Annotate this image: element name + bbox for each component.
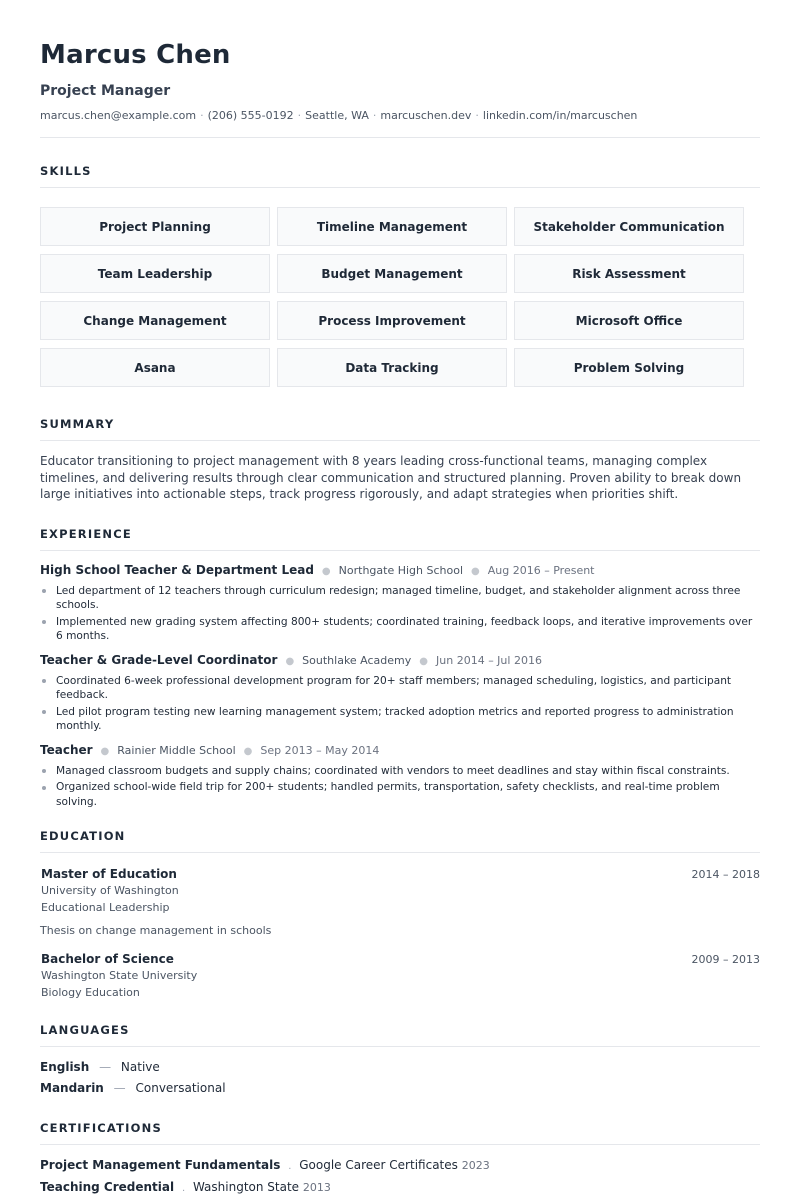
skill-tag: Problem Solving bbox=[514, 348, 744, 387]
skill-tag: Stakeholder Communication bbox=[514, 207, 744, 246]
certification-item bbox=[40, 1155, 760, 1177]
separator-dot: ● bbox=[419, 655, 429, 667]
job-bullet: Organized school-wide field trip for 200+ students; handled permits, transportation, safety checklists, and real-time problem solving. bbox=[40, 780, 760, 809]
contact-email[interactable]: marcus.chen@example.com bbox=[40, 109, 197, 122]
education-school: University of Washington bbox=[41, 884, 179, 897]
education-field: Biology Education bbox=[41, 986, 140, 999]
contact-separator: · bbox=[297, 109, 302, 122]
job-dates: Aug 2016 – Present bbox=[487, 563, 595, 577]
education-degree: Master of Education bbox=[41, 867, 177, 881]
skill-tag: Team Leadership bbox=[40, 254, 270, 293]
job-title: Teacher & Grade-Level Coordinator bbox=[40, 652, 278, 667]
skill-tag: Process Improvement bbox=[277, 301, 507, 340]
job-header bbox=[40, 652, 760, 670]
summary-title: SUMMARY bbox=[40, 417, 115, 431]
certification-separator: . bbox=[288, 1161, 292, 1172]
skill-tag: Data Tracking bbox=[277, 348, 507, 387]
education-header bbox=[40, 866, 760, 882]
skills-grid bbox=[40, 207, 760, 387]
language-item bbox=[40, 1078, 760, 1099]
contact-phone: (206) 555-0192 bbox=[207, 109, 294, 122]
languages-section bbox=[40, 1023, 760, 1099]
separator-dot: ● bbox=[285, 655, 295, 667]
skill-tag: Risk Assessment bbox=[514, 254, 744, 293]
separator-dot: ● bbox=[100, 745, 110, 757]
separator-dot: ● bbox=[321, 565, 331, 577]
job-entry bbox=[40, 742, 760, 810]
job-bullet: Managed classroom budgets and supply chains; coordinated with vendors to meet deadlines and stay within fiscal constraints. bbox=[40, 764, 760, 779]
job-bullet: Implemented new grading system affecting 800+ students; coordinated training, feedback loops, and iterative improvements over 6 months. bbox=[40, 615, 760, 644]
contact-website[interactable]: marcuschen.dev bbox=[380, 109, 472, 122]
certification-name: Project Management Fundamentals bbox=[40, 1158, 281, 1172]
certification-item bbox=[40, 1177, 760, 1199]
contact-separator: · bbox=[475, 109, 479, 122]
education-entry bbox=[40, 951, 760, 1001]
languages-title: LANGUAGES bbox=[40, 1023, 130, 1037]
section-divider bbox=[40, 852, 760, 853]
job-title: High School Teacher & Department Lead bbox=[40, 562, 314, 577]
contact-location: Seattle, WA bbox=[305, 109, 369, 122]
language-name: English bbox=[40, 1060, 90, 1074]
job-organization: Southlake Academy bbox=[302, 653, 412, 667]
section-divider bbox=[40, 550, 760, 551]
skill-tag: Microsoft Office bbox=[514, 301, 744, 340]
certification-year: 2023 bbox=[461, 1159, 490, 1172]
certification-separator: . bbox=[181, 1183, 186, 1194]
certifications-list bbox=[40, 1155, 760, 1199]
skills-title: SKILLS bbox=[40, 164, 92, 178]
job-organization: Northgate High School bbox=[338, 563, 464, 577]
certification-issuer: Google Career Certificates bbox=[299, 1158, 458, 1172]
section-divider bbox=[40, 187, 760, 188]
education-school: Washington State University bbox=[41, 969, 198, 982]
summary-text: Educator transitioning to project management with 8 years leading cross-functional teams, managing complex timelines, and delivering results through clear communication and structured planning. Proven ability to break down large initiatives into actionable steps, track progress rigorously, and adapt strategies when priorities shift. bbox=[40, 454, 742, 501]
language-dash: — bbox=[113, 1081, 126, 1095]
candidate-name: Marcus Chen bbox=[40, 40, 231, 70]
education-field: Educational Leadership bbox=[41, 901, 170, 914]
language-level: Native bbox=[120, 1060, 160, 1074]
section-divider bbox=[40, 440, 760, 441]
header-divider bbox=[40, 137, 760, 138]
job-dates: Jun 2014 – Jul 2016 bbox=[436, 653, 542, 667]
education-years: 2009 – 2013 bbox=[691, 953, 760, 966]
candidate-role: Project Manager bbox=[40, 83, 171, 99]
education-title: EDUCATION bbox=[40, 829, 126, 843]
summary-section bbox=[40, 417, 760, 503]
job-bullets bbox=[40, 674, 760, 734]
certification-issuer: Washington State bbox=[192, 1180, 300, 1194]
experience-section bbox=[40, 527, 760, 810]
skill-tag: Asana bbox=[40, 348, 270, 387]
certifications-section bbox=[40, 1121, 760, 1199]
education-years: 2014 – 2018 bbox=[691, 868, 760, 881]
separator-dot: ● bbox=[243, 745, 253, 757]
languages-list bbox=[40, 1057, 760, 1099]
job-bullet: Coordinated 6-week professional development program for 20+ staff members; managed scheduling, logistics, and participant feedback. bbox=[40, 674, 760, 703]
job-entry bbox=[40, 562, 760, 644]
education-section bbox=[40, 829, 760, 1001]
certification-year: 2013 bbox=[302, 1181, 331, 1194]
education-note: Thesis on change management in schools bbox=[40, 924, 272, 937]
skill-tag: Timeline Management bbox=[277, 207, 507, 246]
experience-title: EXPERIENCE bbox=[40, 526, 132, 541]
language-item bbox=[40, 1057, 760, 1078]
education-degree: Bachelor of Science bbox=[41, 952, 174, 966]
job-entry bbox=[40, 652, 760, 734]
language-level: Conversational bbox=[135, 1081, 226, 1095]
contact-separator: · bbox=[372, 109, 377, 122]
contact-linkedin[interactable]: linkedin.com/in/marcuschen bbox=[482, 109, 638, 122]
job-bullets bbox=[40, 584, 760, 644]
education-entry bbox=[40, 866, 760, 938]
contact-line bbox=[40, 109, 760, 123]
job-header bbox=[40, 562, 760, 580]
skill-tag: Project Planning bbox=[40, 207, 270, 246]
skill-tag: Budget Management bbox=[277, 254, 507, 293]
skills-section bbox=[40, 164, 760, 387]
job-dates: Sep 2013 – May 2014 bbox=[260, 743, 380, 757]
job-bullet: Led pilot program testing new learning management system; tracked adoption metrics and reported progress to administration monthly. bbox=[40, 705, 760, 734]
language-name: Mandarin bbox=[40, 1081, 104, 1095]
separator-dot: ● bbox=[471, 565, 480, 577]
contact-separator: · bbox=[200, 109, 204, 122]
job-header bbox=[40, 742, 760, 760]
language-dash: — bbox=[99, 1060, 112, 1074]
job-organization: Rainier Middle School bbox=[117, 743, 236, 757]
resume-header bbox=[40, 40, 760, 138]
job-title: Teacher bbox=[40, 742, 93, 757]
job-bullet: Led department of 12 teachers through curriculum redesign; managed timeline, budget, and stakeholder alignment across three schools. bbox=[40, 584, 760, 613]
certifications-title: CERTIFICATIONS bbox=[40, 1121, 162, 1135]
certification-name: Teaching Credential bbox=[40, 1180, 175, 1194]
section-divider bbox=[40, 1144, 760, 1145]
skill-tag: Change Management bbox=[40, 301, 270, 340]
section-divider bbox=[40, 1046, 760, 1047]
job-bullets bbox=[40, 764, 760, 810]
education-header bbox=[40, 951, 760, 967]
